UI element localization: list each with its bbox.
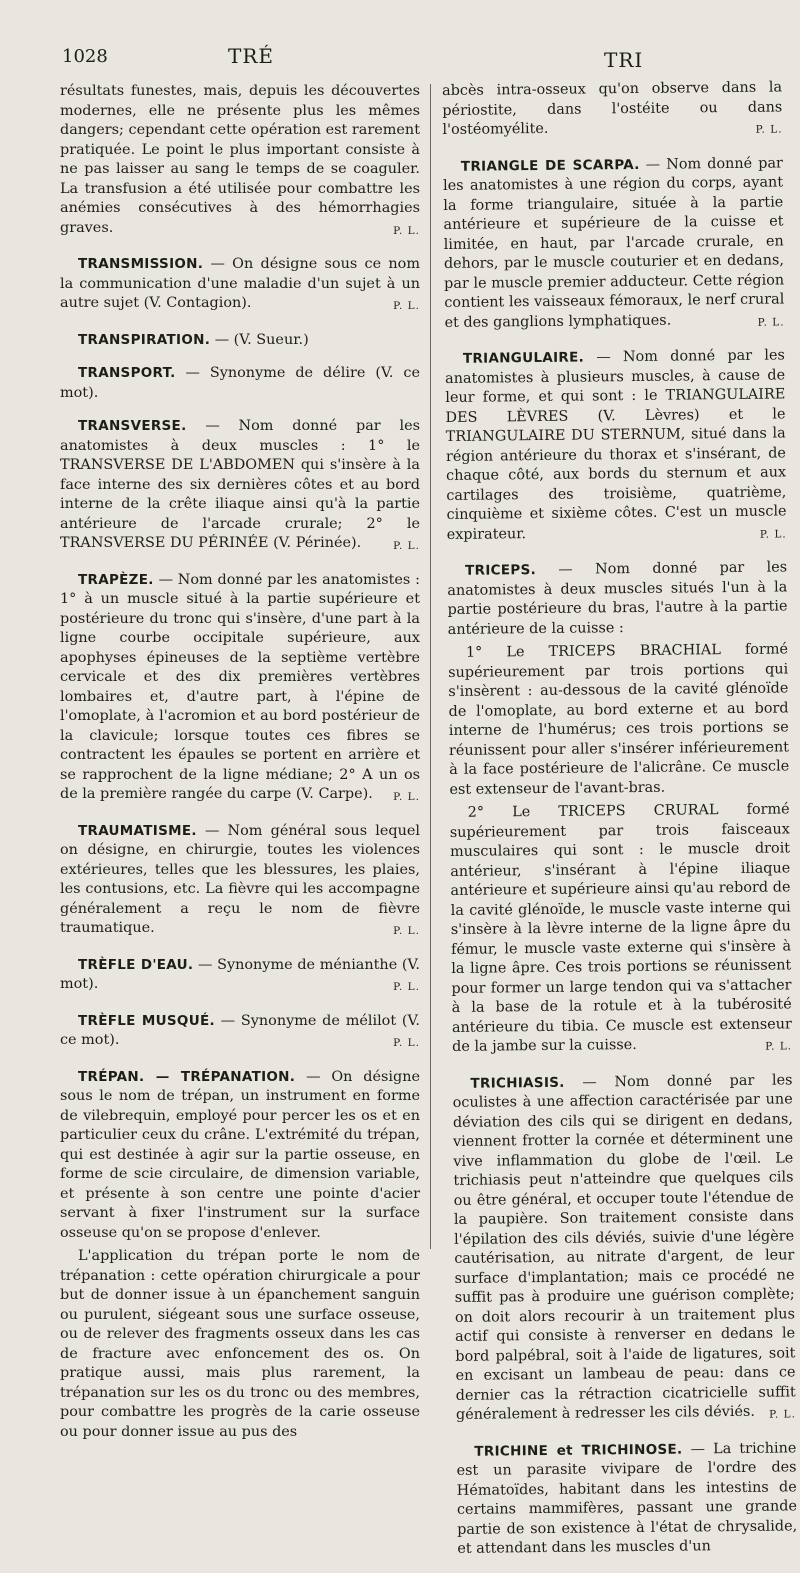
entry-transpiration [60, 331, 420, 351]
entry-abces [442, 78, 783, 143]
entry-text: — Nom donné par les anatomistes à deux muscles : 1° le TRANSVERSE DE L'ABDOMEN qui s'insère à la face interne des six dernières côtes et au bord interne de la crête iliaque ainsi qu'à la partie antérieure de l'arcade crurale; 2° le TRANSVERSE DU PÉRINÉE (V. Périnée). [60, 418, 420, 551]
entry-text: — On désigne sous le nom de trépan, un instrument en forme de vilebrequin, employé pour percer les os et en particulier ceux du crâne. L'extrémité du trépan, qui est destinée à agir sur la partie osseuse, en forme de scie circulaire, de dimension variable, et présente à son centre une pointe d'acier servant à fixer l'instrument sur la surface osseuse qu'on se propose d'enlever. [60, 1068, 420, 1241]
entry-text: abcès intra-osseux qu'on observe dans la périostite, dans l'ostéite ou dans l'ostéomyélite. [442, 79, 783, 138]
entry-text: — Nom donné par les anatomistes à une région du corps, ayant la forme triangulaire, située à la partie antérieure et supérieure de la cuisse et limitée, en haut, par l'arcade crurale, en dehors, par le muscle couturier et en dedans, par le muscle premier adducteur. Cette région contient les vaisseaux fémoraux, le nerf crural et des ganglions lymphatiques. [443, 154, 785, 331]
running-head-left: TRÉ [228, 44, 274, 68]
entry-text: — Synonyme de ménianthe (V. mot). [60, 956, 420, 992]
signature: P. L. [757, 315, 785, 329]
page-header [0, 40, 800, 80]
signature: P. L. [393, 925, 420, 937]
entry-text: — Nom donné par les oculistes à une affection caractérisée par une déviation des cils qui se dirigent en dedans, viennent frotter la cornée et déterminent une vive inflammation du globe de l'œil. Le trichiasis peut n'atteindre que quelques cils ou être général, et occuper toute l'étendue de la paupière. Son traitement consiste dans l'épilation des cils déviés, suivie d'une légère cautérisation, au nitrate d'argent, de leur surface d'implantation; mais ce procédé ne suffit pas à produire une guérison complète; on doit alors recourir à un traitement plus actif qui consiste à renverser en dedans le bord palpébral, soit à l'aide de ligatures, soit en excisant un lambeau de peau: dans ce dernier cas la rétraction cicatricielle suffit généralement à redresser les cils déviés. [452, 1071, 796, 1423]
entry-text: — On désigne sous ce nom la communication d'une maladie d'un sujet à un autre sujet (V. Contagion). [60, 256, 420, 311]
entry-transmission [60, 255, 420, 317]
entry-triangulaire [445, 346, 787, 548]
entry-headword: TRANSPORT. [78, 365, 176, 381]
entry-headword: TRAUMATISME. [78, 822, 197, 839]
entry-trichine [456, 1439, 797, 1560]
entry-text: — Nom donné par les anatomistes à plusieurs muscles, à cause de leur forme, et qui sont : le TRIANGULAIRE DES LÈVRES (V. Lèvres) et le TRIANGULAIRE DU STERNUM, situé dans la région antérieure du thorax et s'insérant, de chaque côté, aux bords du sternum et aux cartilages des troisième, quatrième, cinquième et sixième côtes. C'est un muscle expirateur. [445, 347, 787, 543]
signature: P. L. [759, 527, 787, 541]
entry-transverse [60, 417, 420, 557]
entry-traumatisme [60, 822, 420, 942]
signature: P. L. [393, 791, 420, 803]
entry-headword: TRAPÈZE. [78, 571, 154, 588]
entry-headword: TRIANGLE DE SCARPA. [460, 156, 640, 175]
entry-headword: TRANSPIRATION. [78, 331, 211, 348]
entry-headword: TRÈFLE MUSQUÉ. [78, 1012, 215, 1029]
entry-headword: TRANSVERSE. [78, 418, 187, 434]
entry-transport [60, 364, 420, 403]
signature: P. L. [393, 981, 420, 993]
entry-text: résultats funestes, mais, depuis les découvertes modernes, elle ne présente plus les mêmes dangers; cependant cette opération est rarement pratiquée. Le point le plus important consiste à ne pas laisser au sang le temps de se coaguler. La transfusion a été utilisée pour combattre les anémies consécutives à des hémorrhagies graves. [60, 83, 420, 236]
entry-headword: TRICHINE et TRICHINOSE. [474, 1441, 683, 1460]
entry-triceps [447, 558, 792, 1060]
entry-text: — Synonyme de mélilot (V. ce mot). [60, 1012, 420, 1048]
running-head-right: TRI [604, 48, 644, 72]
signature: P. L. [755, 123, 783, 136]
entry-text: — (V. Sueur.) [214, 331, 309, 348]
left-column [60, 82, 420, 1456]
signature: P. L. [768, 1408, 797, 1421]
entry-continuation: L'application du trépan porte le nom de trépanation : cette opération chirurgicale a pour but de donner issue à un épanchement sanguin ou purulent, siégeant sous une surface osseuse, ou de relever des fragments osseux dans les cas de fracture avec enfoncement des os. On pratique aussi, mais plus rarement, la trépanation sur les os du tronc ou des membres, pour combattre les progrès de la carie osseuse ou pour donner issue au pus des [60, 1248, 420, 1440]
entry-trefle-eau [60, 956, 420, 998]
right-column [442, 78, 798, 1573]
entry-headword: TRÈFLE D'EAU. [78, 956, 194, 973]
entry-subsection: 2° Le TRICEPS CRURAL formé supérieurement par trois faisceaux musculaires qui sont : le muscle droit antérieur, s'insérant à l'épine iliaque antérieure et supérieure ainsi qu'au rebord de la cavité glénoïde, le muscle vaste interne qui s'insère à la lèvre interne de la ligne âpre du fémur, le muscle vaste externe qui s'insère à la ligne âpre. Ces trois portions se réunissent pour former un large tendon qui va s'attacher à la base de la rotule et à la tubérosité antérieure du tibia. Ce muscle est extenseur de la jambe sur la cuisse. [449, 801, 792, 1055]
entry-headword: TRICEPS. [465, 562, 537, 579]
entry-headword: TRANSMISSION. [78, 256, 204, 272]
entry-headword: TRICHIASIS. [470, 1074, 565, 1092]
entry-trefle-musque [60, 1012, 420, 1054]
entry-text: — Nom donné par les anatomistes à deux muscles situés l'un à la partie postérieure du bras, l'autre à la partie antérieure de la cuisse : [447, 559, 788, 638]
entry-triangle-scarpa [443, 154, 785, 336]
entry-trepan [60, 1068, 420, 1443]
signature: P. L. [393, 540, 420, 552]
signature: P. L. [393, 224, 420, 237]
entry-subsection: 1° Le TRICEPS BRACHIAL formé supérieurement par trois portions qui s'insèrent : au-dessous de la cavité glénoïde de l'omoplate, au bord externe et au bord interne de l'humérus; ces trois portions se réunissent pour aller s'insérer inférieurement à la face postérieure de l'alicrâne. Ce muscle est extenseur de l'avant-bras. [448, 641, 790, 798]
entry-text: — Nom général sous lequel on désigne, en chirurgie, toutes les violences extérieures, telles que les blessures, les plaies, les contusions, etc. La fièvre qui les accompagne généralement a reçu le nom de fièvre traumatique. [60, 822, 420, 936]
entry-headword: TRÉPAN. — TRÉPANATION. [78, 1068, 296, 1085]
entry-trichiasis [452, 1071, 796, 1429]
entry-text: — La trichine est un parasite vivipare de l'ordre des Hématoïdes, habitant dans les intestins de certains mammifères, passant une grande partie de son existence à l'état de chrysalide, et attendant dans les muscles d'un [456, 1439, 798, 1557]
page-number: 1028 [62, 46, 108, 67]
signature: P. L. [393, 300, 420, 312]
signature: P. L. [765, 1040, 793, 1053]
entry-text: — Nom donné par les anatomistes : 1° à un muscle situé à la partie supérieure et postérieure du tronc qui s'insère, d'une part à la ligne courbe occipitale supérieure, aux apophyses épineuses de la septième vertèbre cervicale et des dix premières vertèbres lombaires et, d'autre part, à l'épine de l'omoplate, à l'acromion et au bord postérieur de la clavicule; lorsque toutes ces fibres se contractent les épaules se portent en arrière et se rapprochent de la ligne médiane; 2° A un os de la première rangée du carpe (V. Carpe). [60, 571, 420, 802]
entry-text: — Synonyme de délire (V. ce mot). [60, 365, 420, 401]
column-divider [430, 84, 431, 1249]
entry-headword: TRIANGULAIRE. [462, 349, 585, 367]
signature: P. L. [393, 1037, 420, 1049]
entry-intro [60, 82, 420, 241]
entry-trapeze [60, 571, 420, 808]
